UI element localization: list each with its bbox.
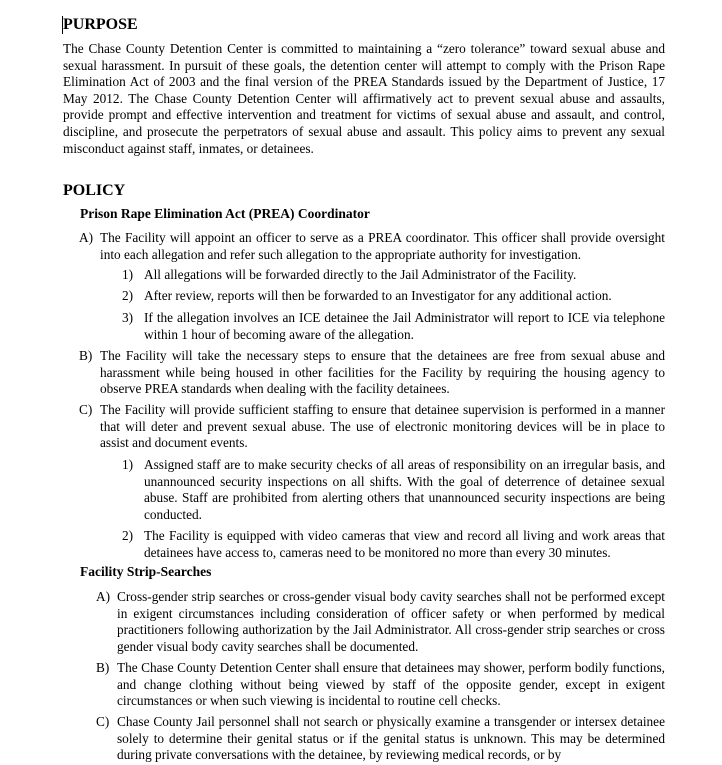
item-marker: A) [96, 589, 111, 604]
item-text: All allegations will be forwarded directly to the Jail Administrator of the Facility. [144, 267, 577, 282]
item-marker: B) [96, 660, 110, 675]
item-marker: C) [79, 402, 93, 417]
coordinator-c-subitem-2 [122, 528, 665, 561]
item-text: The Facility will provide sufficient staffing to ensure that detainee supervision is performed in a manner that will deter and prevent sexual abuse. The use of electronic monitoring devices will be in place to assist and document events. [100, 402, 665, 451]
coordinator-item-b [79, 348, 665, 398]
item-text: If the allegation involves an ICE detainee the Jail Administrator will report to ICE via telephone within 1 hour of becoming aware of the allegation. [144, 310, 665, 342]
item-marker: 3) [122, 310, 134, 325]
policy-heading: POLICY [63, 182, 126, 199]
coordinator-a-subitem-3 [122, 310, 665, 343]
item-marker: 1) [122, 267, 134, 282]
item-text: The Facility is equipped with video cameras that view and record all living and work areas that detainees have access to, cameras need to be monitored no more than every 30 minutes. [144, 528, 665, 560]
item-marker: 2) [122, 288, 134, 303]
purpose-paragraph: The Chase County Detention Center is committed to maintaining a “zero tolerance” toward sexual abuse and sexual harassment. In pursuit of these goals, the detention center will attempt to comply with the Prison Rape Elimination Act of 2003 and the final version of the PREA Standards issued by the Department of Justice, 17 May 2012. The Chase County Detention Center will affirmatively act to prevent sexual abuse and assaults, provide prompt and effective intervention and treatment for victims of sexual abuse and assault, and control, discipline, and prosecute the perpetrators of sexual abuse and assault. This policy aims to prevent any sexual misconduct against staff, inmates, or detainees. [63, 41, 665, 156]
item-text: Chase County Jail personnel shall not search or physically examine a transgender or intersex detainee solely to determine their genital status or if the genital status is unknown. This may be determined during private conversations with the detainee, by reviewing medical records, or by [117, 714, 665, 763]
item-text: After review, reports will then be forwarded to an Investigator for any additional action. [144, 288, 612, 303]
item-marker: B) [79, 348, 93, 363]
coordinator-c-subitem-1 [122, 457, 665, 523]
prea-coordinator-heading: Prison Rape Elimination Act (PREA) Coordinator [80, 206, 370, 221]
coordinator-a-subitem-1 [122, 267, 665, 284]
item-text: The Chase County Detention Center shall ensure that detainees may shower, perform bodily functions, and change clothing without being viewed by staff of the opposite gender, except in exigent circumstances or when such viewing is incidental to routine cell checks. [117, 660, 665, 709]
coordinator-item-a [79, 230, 665, 263]
item-marker: A) [79, 230, 94, 245]
strip-searches-heading: Facility Strip-Searches [80, 564, 212, 579]
item-marker: C) [96, 714, 110, 729]
searches-item-a [96, 589, 665, 655]
item-marker: 1) [122, 457, 134, 472]
coordinator-a-subitem-2 [122, 288, 665, 305]
item-marker: 2) [122, 528, 134, 543]
item-text: The Facility will take the necessary steps to ensure that the detainees are free from sexual abuse and harassment while being housed in other facilities for the Facility by requiring the housing agency to observe PREA standards when dealing with the facility detainees. [100, 348, 665, 397]
item-text: Cross-gender strip searches or cross-gender visual body cavity searches shall not be performed except in exigent circumstances including consideration of officer safety or when performed by medical practitioners following authorization by the Jail Administrator. All cross-gender strip searches or cross gender visual body cavity searches shall be documented. [117, 589, 665, 654]
searches-item-c [96, 714, 665, 764]
coordinator-item-c [79, 402, 665, 452]
purpose-heading: PURPOSE [63, 16, 138, 33]
searches-item-b [96, 660, 665, 710]
item-text: Assigned staff are to make security checks of all areas of responsibility on an irregular basis, and unannounced security inspections on all shifts. With the goal of deterrence of detainee sexual abuse. Staff are prohibited from alerting others that unannounced security inspections are being conducted. [144, 457, 665, 522]
item-text: The Facility will appoint an officer to serve as a PREA coordinator. This officer shall provide oversight into each allegation and refer such allegation to the appropriate authority for investigation. [100, 230, 665, 262]
